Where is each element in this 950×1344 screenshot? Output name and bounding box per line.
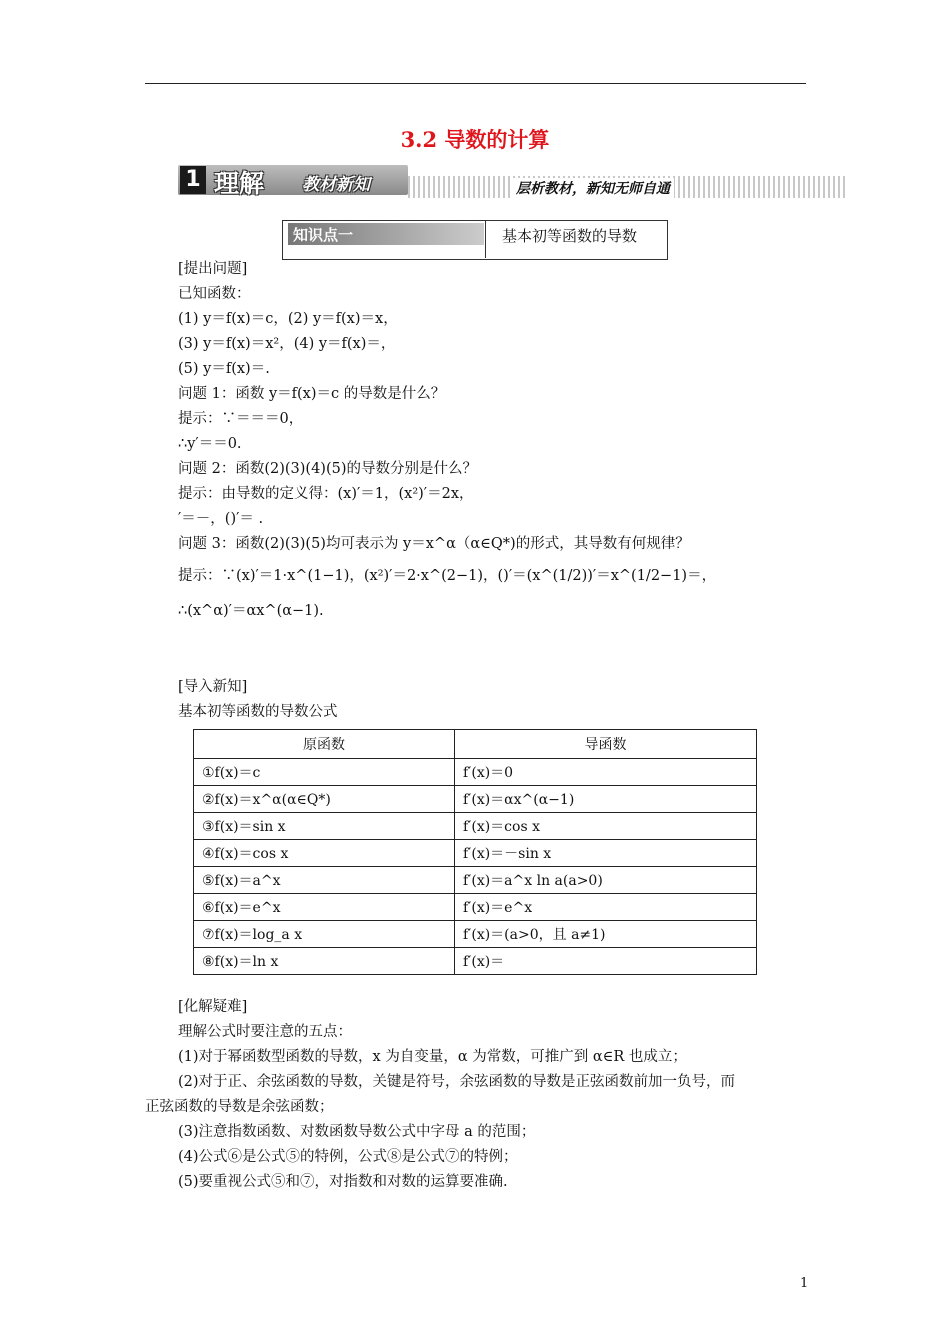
- table-row: [194, 921, 757, 948]
- text-line: (5)要重视公式⑤和⑦，对指数和对数的运算要准确.: [178, 1174, 508, 1190]
- text-line: (1) y＝f(x)＝c，(2) y＝f(x)＝x，: [178, 311, 398, 327]
- text-line: ∴(x^α)′＝αx^(α−1).: [178, 603, 324, 619]
- knowledge-point-name: 基本初等函数的导数: [502, 227, 638, 245]
- text-line: ∴y′＝＝0.: [178, 436, 242, 452]
- column-header: 导函数: [455, 730, 757, 759]
- text-line: (2)对于正、余弦函数的导数，关键是符号，余弦函数的导数是正弦函数前加一负号，而: [178, 1074, 736, 1090]
- table-cell: f′(x)＝(a>0，且 a≠1): [455, 921, 757, 948]
- table-cell: ①f(x)＝c: [194, 759, 455, 786]
- table-cell: ④f(x)＝cos x: [194, 840, 455, 867]
- section-heading: [导入新知]: [178, 679, 248, 695]
- table-row: [194, 813, 757, 840]
- text-line: 提示：由导数的定义得：(x)′＝1，(x²)′＝2x，: [178, 486, 474, 502]
- text-line: 问题 2：函数(2)(3)(4)(5)的导数分别是什么？: [178, 461, 477, 477]
- table-cell: ⑧f(x)＝ln x: [194, 948, 455, 975]
- table-cell: f′(x)＝αx^(α−1): [455, 786, 757, 813]
- text-line: 理解公式时要注意的五点：: [178, 1024, 352, 1040]
- text-line: 基本初等函数的导数公式: [178, 704, 338, 720]
- text-line: (3) y＝f(x)＝x²，(4) y＝f(x)＝，: [178, 336, 396, 352]
- banner-number: 1: [180, 166, 206, 194]
- section-heading: [化解疑难]: [178, 999, 248, 1015]
- banner-subheading: 教材新知: [302, 175, 370, 195]
- table-cell: f′(x)＝－sin x: [455, 840, 757, 867]
- table-cell: ③f(x)＝sin x: [194, 813, 455, 840]
- text-line: (3)注意指数函数、对数函数导数公式中字母 a 的范围；: [178, 1124, 536, 1140]
- table-cell: f′(x)＝: [455, 948, 757, 975]
- table-cell: f′(x)＝a^x ln a(a>0): [455, 867, 757, 894]
- table-row: [194, 786, 757, 813]
- table-cell: f′(x)＝e^x: [455, 894, 757, 921]
- text-line: 已知函数：: [178, 286, 251, 302]
- text-line: 提示：∵(x)′＝1·x^(1−1)，(x²)′＝2·x^(2−1)，()′＝(x^(1/2))′＝x^(1/2−1)＝，: [178, 568, 717, 584]
- section-heading: [提出问题]: [178, 261, 248, 277]
- table-row: [194, 759, 757, 786]
- table-cell: f′(x)＝0: [455, 759, 757, 786]
- knowledge-point-divider: [485, 220, 486, 258]
- text-line: ′＝－，()′＝ .: [178, 511, 264, 527]
- table-cell: ②f(x)＝x^α(α∈Q*): [194, 786, 455, 813]
- banner-caption: 层析教材，新知无师自通: [512, 178, 674, 198]
- table-row: [194, 894, 757, 921]
- text-line: 问题 1：函数 y＝f(x)＝c 的导数是什么？: [178, 386, 446, 402]
- table-row: [194, 948, 757, 975]
- table-header-row: [194, 730, 757, 759]
- table-row: [194, 867, 757, 894]
- table-cell: ⑤f(x)＝a^x: [194, 867, 455, 894]
- knowledge-point-label: 知识点一: [293, 226, 354, 244]
- text-line: (1)对于幂函数型函数的导数，x 为自变量，α 为常数，可推广到 α∈R 也成立；: [178, 1049, 687, 1065]
- text-line: 问题 3：函数(2)(3)(5)均可表示为 y＝x^α（α∈Q*)的形式，其导数有何规律？: [178, 536, 690, 552]
- banner-heading: 理解: [214, 169, 265, 198]
- column-header: 原函数: [194, 730, 455, 759]
- derivative-formula-table: [193, 729, 757, 975]
- table-cell: f′(x)＝cos x: [455, 813, 757, 840]
- page-title: 3.2 导数的计算: [400, 127, 550, 152]
- text-line: (4)公式⑥是公式⑤的特例，公式⑧是公式⑦的特例；: [178, 1149, 518, 1165]
- banner-tag: [178, 165, 408, 195]
- table-cell: ⑦f(x)＝log_a x: [194, 921, 455, 948]
- header-rule: [145, 83, 806, 84]
- text-line: 正弦函数的导数是余弦函数；: [145, 1099, 334, 1115]
- text-line: (5) y＝f(x)＝.: [178, 361, 270, 377]
- table-cell: ⑥f(x)＝e^x: [194, 894, 455, 921]
- page-number: 1: [800, 1276, 809, 1291]
- table-row: [194, 840, 757, 867]
- text-line: 提示：∵＝＝＝0，: [178, 411, 304, 427]
